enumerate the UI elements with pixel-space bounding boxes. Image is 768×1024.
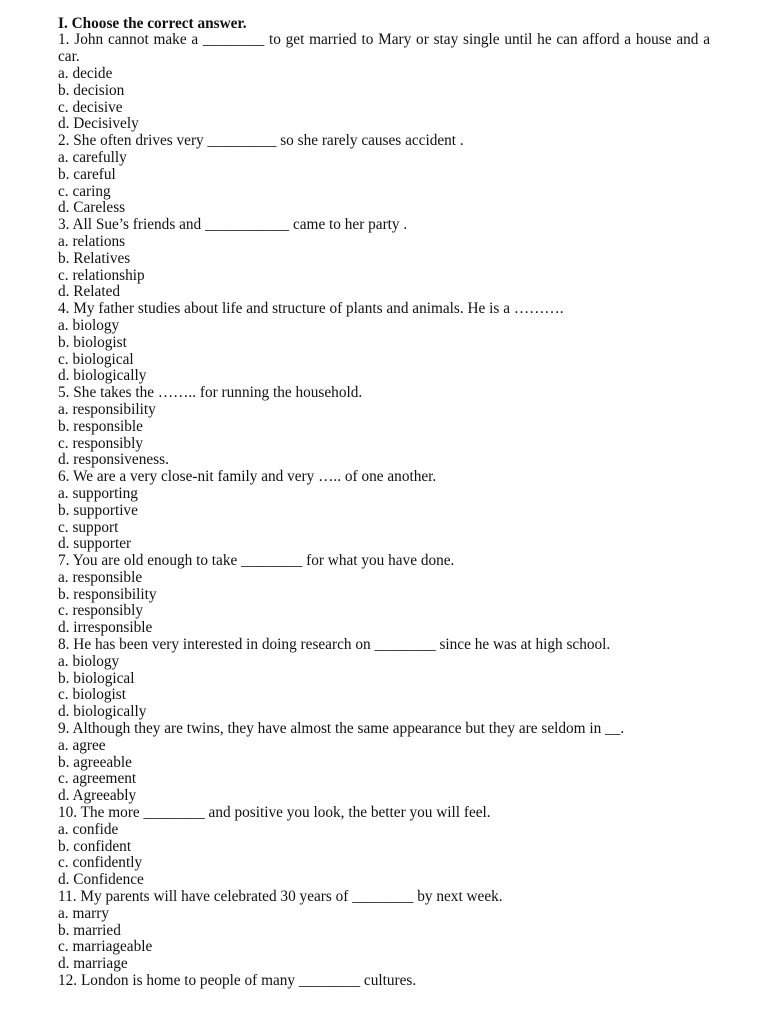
question-text: 4. My father studies about life and structure of plants and animals. He is a ………. <box>58 300 564 318</box>
answer-option-c: c. responsibly <box>58 602 143 620</box>
answer-option-c: c. biological <box>58 350 134 368</box>
answer-option-b: b. biological <box>58 669 135 687</box>
question-text: 11. My parents will have celebrated 30 years of ________ by next week. <box>58 888 503 906</box>
answer-option-d: d. irresponsible <box>58 619 153 637</box>
answer-option-a: a. supporting <box>58 484 138 502</box>
answer-option-c: c. biologist <box>58 686 126 704</box>
answer-option-a: a. agree <box>58 736 106 754</box>
question-text: 12. London is home to people of many ________ cultures. <box>58 972 417 990</box>
question-7 <box>58 553 710 637</box>
answer-option-c: c. relationship <box>58 266 145 284</box>
answer-option-a: a. decide <box>58 64 113 82</box>
question-9 <box>58 721 710 805</box>
answer-option-d: d. marriage <box>58 955 128 973</box>
answer-option-c: c. marriageable <box>58 938 153 956</box>
answer-option-b: b. responsible <box>58 417 143 435</box>
answer-option-b: b. careful <box>58 165 116 183</box>
question-text: 8. He has been very interested in doing research on ________ since he was at high school. <box>58 636 611 654</box>
question-text: 3. All Sue’s friends and ___________ came to her party . <box>58 216 408 234</box>
answer-option-a: a. marry <box>58 904 109 922</box>
answer-option-c: c. agreement <box>58 770 137 788</box>
answer-option-d: d. Confidence <box>58 871 144 889</box>
answer-option-a: a. responsibility <box>58 400 156 418</box>
answer-option-d: d. responsiveness. <box>58 451 169 469</box>
question-12 <box>58 973 710 990</box>
answer-option-b: b. married <box>58 921 121 939</box>
question-text: 10. The more ________ and positive you look, the better you will feel. <box>58 804 491 822</box>
answer-option-c: c. responsibly <box>58 434 143 452</box>
question-11 <box>58 889 710 973</box>
answer-option-a: a. confide <box>58 820 119 838</box>
answer-option-b: b. decision <box>58 81 125 99</box>
answer-option-d: d. supporter <box>58 535 132 553</box>
question-text: 2. She often drives very _________ so she rarely causes accident . <box>58 132 464 150</box>
exercise-section <box>58 16 710 990</box>
answer-option-b: b. responsibility <box>58 585 157 603</box>
answer-option-c: c. confidently <box>58 854 143 872</box>
answer-option-a: a. responsible <box>58 568 143 586</box>
question-text: 9. Although they are twins, they have almost the same appearance but they are seldom in __. <box>58 720 625 738</box>
answer-option-c: c. decisive <box>58 98 123 116</box>
answer-option-a: a. biology <box>58 652 120 670</box>
answer-option-d: d. Agreeably <box>58 787 137 805</box>
answer-option-a: a. biology <box>58 316 120 334</box>
answer-option-d: d. Careless <box>58 199 126 217</box>
answer-option-b: b. confident <box>58 837 132 855</box>
answer-option-b: b. agreeable <box>58 753 132 771</box>
question-text: 1. John cannot make a ________ to get married to Mary or stay single until he can afford a house and a car. <box>58 31 710 66</box>
question-6 <box>58 469 710 553</box>
answer-option-c: c. caring <box>58 182 111 200</box>
question-10 <box>58 805 710 889</box>
answer-option-b: b. supportive <box>58 501 138 519</box>
question-3 <box>58 217 710 301</box>
question-8 <box>58 637 710 721</box>
question-text: 5. She takes the …….. for running the household. <box>58 384 363 402</box>
answer-option-d: d. biologically <box>58 703 147 721</box>
answer-option-d: d. Decisively <box>58 115 139 133</box>
answer-option-b: b. Relatives <box>58 249 131 267</box>
question-4 <box>58 301 710 385</box>
question-text: 7. You are old enough to take ________ for what you have done. <box>58 552 455 570</box>
answer-option-b: b. biologist <box>58 333 127 351</box>
question-2 <box>58 133 710 217</box>
answer-option-d: d. Related <box>58 283 121 301</box>
answer-option-c: c. support <box>58 518 119 536</box>
question-text: 6. We are a very close-nit family and very ….. of one another. <box>58 468 437 486</box>
answer-option-a: a. relations <box>58 232 126 250</box>
question-1 <box>58 32 710 133</box>
section-title: I. Choose the correct answer. <box>58 14 247 32</box>
answer-option-d: d. biologically <box>58 367 147 385</box>
question-5 <box>58 385 710 469</box>
answer-option-a: a. carefully <box>58 148 127 166</box>
